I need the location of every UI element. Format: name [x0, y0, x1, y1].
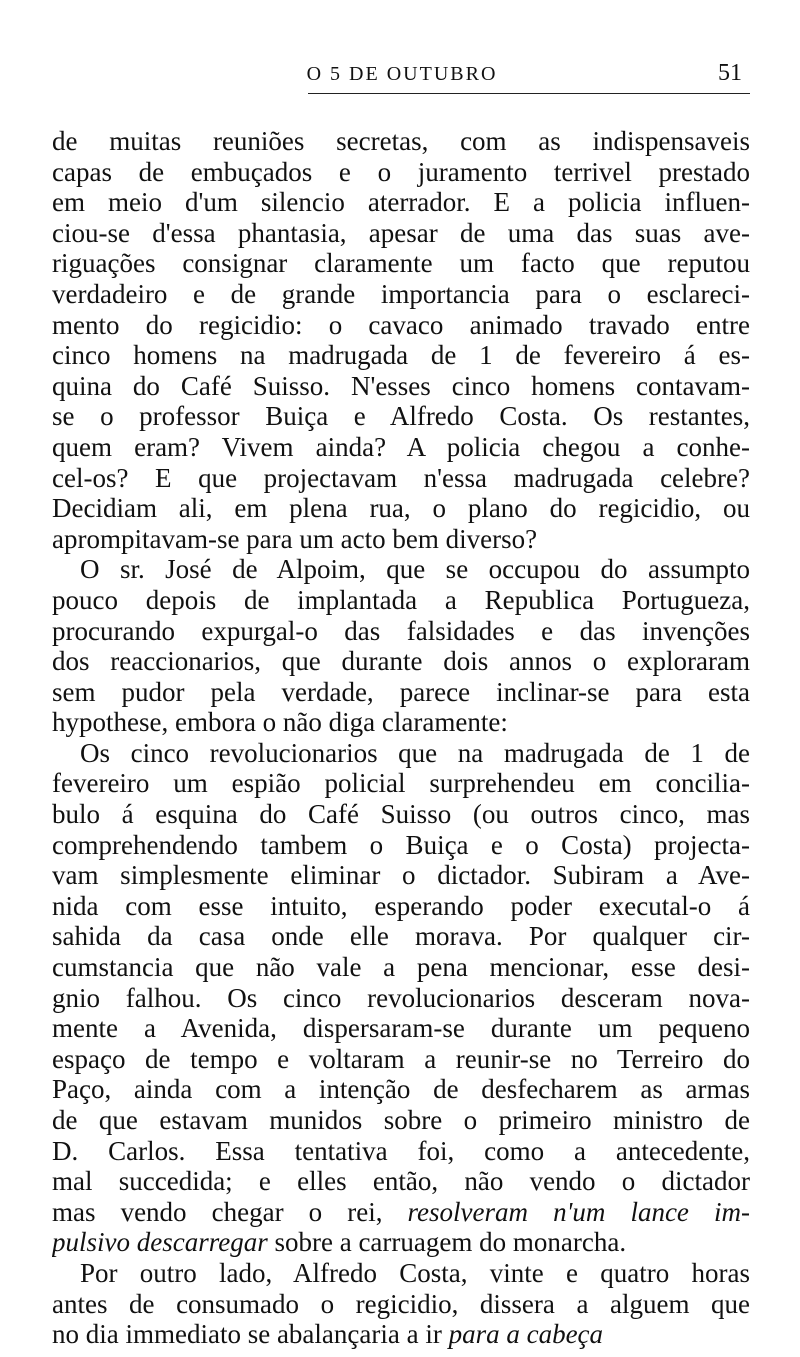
text-segment: sem pudor pela verdade, parece inclinar-se para esta — [52, 676, 750, 707]
text-segment: ciou-se d'essa phantasia, apesar de uma das suas ave- — [52, 217, 750, 248]
text-segment: antes de consumado o regicidio, dissera a alguem que — [52, 1288, 750, 1319]
text-line — [52, 1258, 750, 1289]
text-line — [52, 768, 750, 799]
text-line — [52, 616, 750, 647]
text-line — [52, 401, 750, 432]
text-line — [52, 1013, 750, 1044]
running-head-title: O 5 DE OUTUBRO — [306, 63, 498, 85]
paragraph — [52, 738, 750, 1258]
text-line — [52, 279, 750, 310]
text-line — [52, 983, 750, 1014]
text-line — [52, 1074, 750, 1105]
text-segment: bulo á esquina do Café Suisso (ou outros cinco, mas — [52, 799, 750, 830]
text-segment: quina do Café Suisso. N'esses cinco homens contavam- — [52, 370, 750, 401]
text-segment: O sr. José de Alpoim, que se occupou do assumpto — [80, 554, 750, 585]
text-line — [52, 218, 750, 249]
text-segment: mente a Avenida, dispersaram-se durante um pequeno — [52, 1013, 750, 1044]
text-segment: dos reaccionarios, que durante dois annos o exploraram — [52, 646, 750, 677]
text-line — [52, 1136, 750, 1167]
header-rule — [308, 93, 750, 94]
text-segment: sahida da casa onde elle morava. Por qualquer cir- — [52, 921, 750, 952]
text-segment: pouco depois de implantada a Republica Portugueza, — [52, 584, 750, 615]
body-text — [52, 126, 750, 1350]
text-segment: quem eram? Vivem ainda? A policia chegou a conhe- — [52, 431, 750, 462]
text-line — [52, 677, 750, 708]
text-segment: aprompitavam-se para um acto bem diverso? — [52, 523, 538, 554]
text-line — [52, 738, 750, 769]
text-line — [52, 340, 750, 371]
text-segment: de muitas reuniões secretas, com as indispensaveis — [52, 126, 750, 156]
text-line — [52, 493, 750, 524]
text-segment: cumstancia que não vale a pena mencionar, esse desi- — [52, 952, 750, 983]
text-line — [52, 524, 750, 555]
text-line — [52, 554, 750, 585]
text-line — [52, 1319, 750, 1350]
text-line — [52, 707, 750, 738]
text-segment: espaço de tempo e voltaram a reunir-se no Terreiro do — [52, 1043, 750, 1074]
text-segment: D. Carlos. Essa tentativa foi, como a antecedente, — [52, 1135, 750, 1166]
text-segment: Paço, ainda com a intenção de desfecharem as armas — [52, 1074, 750, 1105]
text-segment: fevereiro um espião policial surprehendeu em concilia- — [52, 768, 750, 799]
page-number: 51 — [718, 60, 742, 86]
text-segment: nida com esse intuito, esperando poder executal-o á — [52, 890, 750, 921]
text-line — [52, 1289, 750, 1320]
running-head — [52, 60, 752, 88]
text-segment: no dia immediato se abalançaria a ir — [52, 1319, 449, 1350]
text-line — [52, 1197, 750, 1228]
italic-segment: para a cabeça — [448, 1319, 604, 1350]
text-line — [52, 860, 750, 891]
text-line — [52, 310, 750, 341]
text-line — [52, 646, 750, 677]
text-segment: Os cinco revolucionarios que na madrugada de 1 de — [80, 737, 750, 768]
text-line — [52, 891, 750, 922]
text-segment: mento do regicidio: o cavaco animado travado entre — [52, 309, 750, 340]
text-segment: Por outro lado, Alfredo Costa, vinte e quatro horas — [80, 1257, 750, 1288]
text-line — [52, 371, 750, 402]
text-segment: riguações consignar claramente um facto que reputou — [52, 248, 750, 279]
text-line — [52, 1227, 750, 1258]
text-line — [52, 1105, 750, 1136]
text-segment: procurando expurgal-o das falsidades e das invenções — [52, 615, 750, 646]
text-line — [52, 799, 750, 830]
text-line — [52, 432, 750, 463]
text-segment: se o professor Buiça e Alfredo Costa. Os restantes, — [52, 401, 750, 432]
text-line — [52, 585, 750, 616]
text-line — [52, 126, 750, 157]
text-segment: vam simplesmente eliminar o dictador. Subiram a Ave- — [52, 860, 750, 891]
text-line — [52, 1166, 750, 1197]
text-line — [52, 248, 750, 279]
text-segment: gnio falhou. Os cinco revolucionarios desceram nova- — [52, 982, 750, 1013]
text-line — [52, 952, 750, 983]
italic-segment: pulsivo descarregar — [52, 1227, 268, 1258]
text-segment: de que estavam munidos sobre o primeiro ministro de — [52, 1105, 750, 1135]
italic-segment: resolveram n'um lance im- — [407, 1196, 750, 1227]
paragraph — [52, 126, 750, 554]
text-line — [52, 463, 750, 494]
text-segment: sobre a carruagem do monarcha. — [267, 1227, 627, 1258]
text-segment: comprehendendo tambem o Buiça e o Costa) projecta- — [52, 829, 750, 860]
text-segment: em meio d'um silencio aterrador. E a policia influen- — [52, 187, 750, 218]
text-line — [52, 921, 750, 952]
paragraph — [52, 554, 750, 738]
text-segment: mal succedida; e elles então, não vendo o dictador — [52, 1166, 750, 1197]
text-segment: verdadeiro e de grande importancia para o esclareci- — [52, 278, 750, 309]
text-segment: cel-os? E que projectavam n'essa madrugada celebre? — [52, 462, 750, 493]
text-segment: Decidiam ali, em plena rua, o plano do regicidio, ou — [52, 493, 750, 524]
text-segment: capas de embuçados e o juramento terrivel prestado — [52, 156, 750, 187]
text-segment: mas vendo chegar o rei, — [52, 1196, 408, 1227]
paragraph — [52, 1258, 750, 1350]
text-line — [52, 157, 750, 188]
text-segment: hypothese, embora o não diga claramente: — [52, 707, 508, 738]
text-line — [52, 830, 750, 861]
text-segment: cinco homens na madrugada de 1 de fevereiro á es- — [52, 340, 750, 371]
text-line — [52, 187, 750, 218]
text-line — [52, 1044, 750, 1075]
